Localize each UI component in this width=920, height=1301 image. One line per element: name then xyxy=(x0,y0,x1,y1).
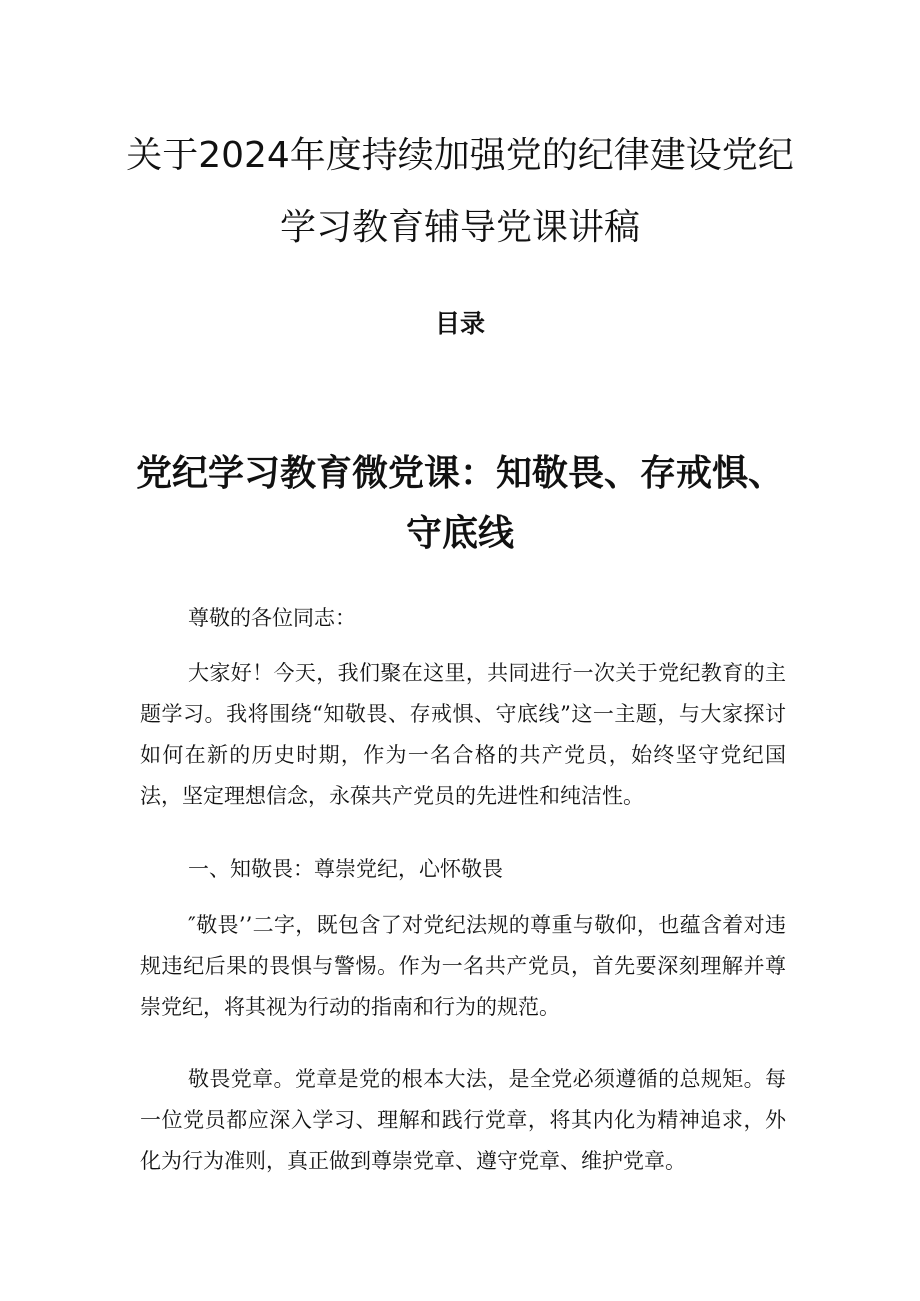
section-title-line-2: 守底线 xyxy=(405,512,514,554)
document-title-line-2: 学习教育辅导党课讲稿 xyxy=(279,207,640,248)
greeting-paragraph: 尊敬的各位同志： xyxy=(188,606,356,630)
dangzhang-paragraph: 敬畏党章。党章是党的根本大法，是全党必须遵循的总规矩。每一位党员都应深入学习、理解和践行党章，将其内化为精神追求，外化为行为准则，真正做到尊崇党章、遵守党章、维护党章。 xyxy=(140,1067,786,1173)
jingwei-paragraph: ″敬畏’’二字，既包含了对党纪法规的尊重与敬仰，也蕴含着对违规违纪后果的畏惧与警惕。作为一名共产党员，首先要深刻理解并尊崇党纪，将其视为行动的指南和行为的规范。 xyxy=(140,913,786,1019)
subheading-1: 一、知敬畏：尊崇党纪，心怀敬畏 xyxy=(188,857,503,881)
toc-heading: 目录 xyxy=(434,309,485,338)
intro-paragraph: 大家好！今天，我们聚在这里，共同进行一次关于党纪教育的主题学习。我将围绕“知敬畏、存戒惧、守底线”这一主题，与大家探讨如何在新的历史时期，作为一名合格的共产党员，始终坚守党纪国法，坚定理想信念，永葆共产党员的先进性和纯洁性。 xyxy=(140,661,786,808)
section-title-line-1: 党纪学习教育微党课：知敬畏、存戒惧、 xyxy=(135,452,784,494)
document-title-line-1: 关于2024年度持续加强党的纪律建设党纪 xyxy=(126,135,794,176)
